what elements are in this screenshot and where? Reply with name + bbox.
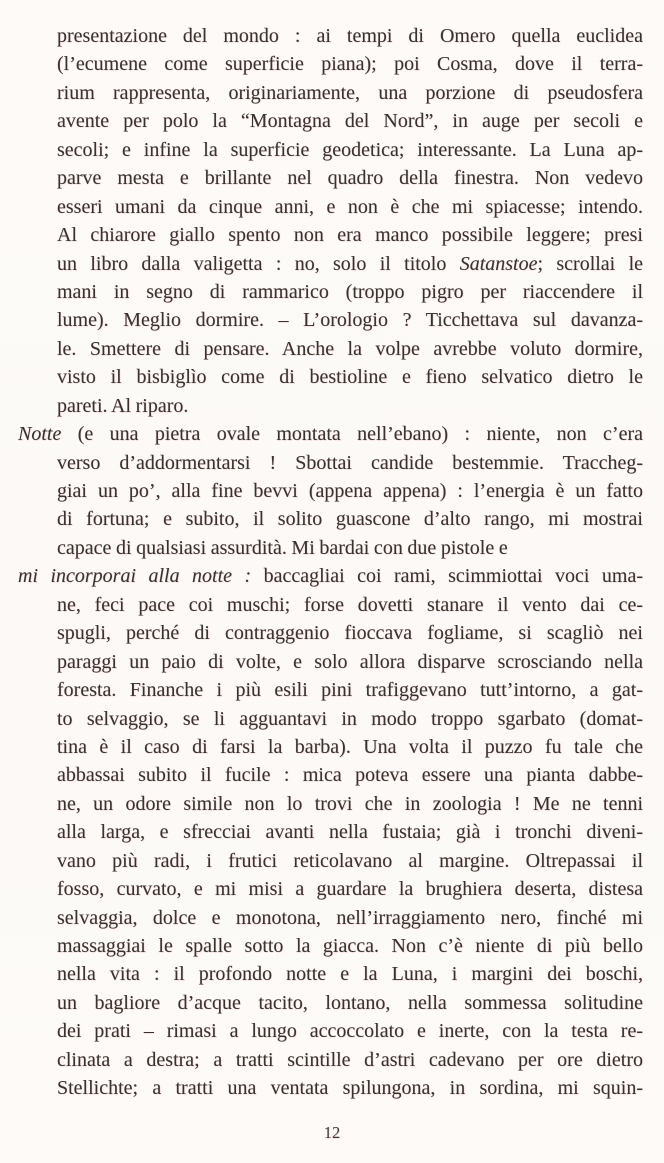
text-line	[57, 705, 643, 733]
text-run: un bagliore d’acque tacito, lontano, nella sommessa solitudine	[57, 991, 643, 1014]
text-run: ; scrollai le	[537, 252, 643, 275]
text-line	[57, 449, 643, 477]
text-line	[57, 790, 643, 818]
text-run: nella vita : il profondo notte e la Luna, i margini dei boschi,	[57, 963, 643, 986]
text-line	[57, 818, 643, 846]
text-line	[18, 562, 643, 590]
text-line	[57, 904, 643, 932]
text-line	[57, 534, 643, 562]
text-run: giai un po’, alla fine bevvi (appena appena) : l’energia è un fatto	[57, 480, 643, 502]
text-line	[57, 107, 643, 135]
text-line	[57, 1074, 643, 1102]
text-line	[57, 22, 643, 50]
italic-run: Notte	[18, 423, 62, 446]
text-run: to selvaggio, se li agguantavi in modo troppo sgarbato (domat-	[57, 707, 643, 730]
text-line	[57, 278, 643, 306]
text-line	[18, 420, 643, 448]
text-run: abbassai subito il fucile : mica poteva essere una pianta dabbe-	[57, 764, 643, 787]
page-text	[18, 22, 643, 1103]
text-line	[57, 932, 643, 960]
text-run: ne, feci pace coi muschi; forse dovetti stanare il vento dai ce-	[57, 593, 643, 616]
page-number: 12	[323, 1123, 341, 1142]
italic-run: mi incorporai alla notte :	[18, 565, 252, 588]
text-run: Al chiarore giallo spento non era manco possibile leggere; presi	[57, 224, 643, 247]
text-run: avente per polo la “Montagna del Nord”, in auge per secoli e	[57, 110, 643, 133]
text-line	[57, 761, 643, 789]
text-line	[57, 164, 643, 192]
text-line	[57, 250, 643, 278]
text-line	[57, 335, 643, 363]
text-run: fosso, curvato, e mi misi a guardare la brughiera deserta, distesa	[57, 878, 643, 901]
text-run: tina è il caso di farsi la barba). Una volta il puzzo fu tale che	[57, 735, 643, 758]
text-line	[57, 619, 643, 647]
text-run: ne, un odore simile non lo trovi che in zoologia ! Me ne tenni	[57, 792, 643, 815]
text-line	[57, 591, 643, 619]
text-line	[57, 477, 643, 505]
text-run: clinata a destra; a tratti scintille d’astri cadevano per ore dietro	[57, 1048, 643, 1071]
text-run: paraggi un paio di volte, e solo allora disparve scrosciando nella	[57, 650, 643, 673]
text-run: pareti. Al riparo.	[57, 394, 189, 417]
text-run: capace di qualsiasi assurdità. Mi bardai con due pistole e	[57, 536, 508, 559]
text-line	[57, 193, 643, 221]
text-line	[57, 648, 643, 676]
text-line	[57, 392, 643, 420]
text-line	[57, 875, 643, 903]
text-run: le. Smettere di pensare. Anche la volpe avrebbe voluto dormire,	[57, 337, 643, 360]
text-run: dei prati – rimasi a lungo accoccolato e inerte, con la testa re-	[57, 1020, 643, 1043]
text-line	[57, 79, 643, 107]
text-line	[57, 676, 643, 704]
text-run: visto il bisbiglìo come di bestioline e fieno selvatico dietro le	[57, 366, 643, 389]
text-run: parve mesta e brillante nel quadro della finestra. Non vedevo	[57, 167, 643, 190]
text-run: alla larga, e sfrecciai avanti nella fustaia; già i tronchi diveni-	[57, 821, 643, 844]
paragraph	[18, 420, 643, 562]
text-run: verso d’addormentarsi ! Sbottai candide bestemmie. Traccheg-	[57, 451, 643, 474]
italic-run: Satanstoe	[459, 252, 538, 275]
text-run: baccagliai coi rami, scimmiottai voci uma-	[251, 565, 643, 588]
paragraph	[18, 562, 643, 1102]
text-line	[57, 50, 643, 78]
paragraph	[57, 22, 643, 420]
text-line	[57, 505, 643, 533]
text-run: (l’ecumene come superficie piana); poi Cosma, dove il terra-	[57, 53, 643, 76]
text-line	[57, 1046, 643, 1074]
text-run: un libro dalla valigetta : no, solo il titolo	[57, 252, 460, 275]
text-run: presentazione del mondo : ai tempi di Omero quella euclidea	[57, 25, 643, 47]
text-run: Stellichte; a tratti una ventata spilungona, in sordina, mi squin-	[57, 1077, 643, 1100]
text-run: lume). Meglio dormire. – L’orologio ? Ticchettava sul davanza-	[57, 309, 643, 332]
text-run: (e una pietra ovale montata nell’ebano) : niente, non c’era	[61, 423, 643, 446]
text-run: esseri umani da cinque anni, e non è che mi spiacesse; intendo.	[57, 195, 643, 218]
text-run: mani in segno di rammarico (troppo pigro per riaccendere il	[57, 280, 643, 303]
text-run: di fortuna; e subito, il solito guascone d’alto rango, mi mostrai	[57, 508, 643, 531]
text-line	[57, 733, 643, 761]
text-line	[57, 136, 643, 164]
text-line	[57, 847, 643, 875]
text-run: massaggiai le spalle sotto la giacca. Non c’è niente di più bello	[57, 935, 643, 957]
text-run: secoli; e infine la superficie geodetica; interessante. La Luna ap-	[57, 138, 643, 161]
text-run: spugli, perché di contraggenio fioccava fogliame, si scagliò nei	[57, 622, 643, 645]
text-run: vano più radi, i frutici reticolavano al margine. Oltrepassai il	[57, 849, 643, 872]
text-line	[57, 1017, 643, 1045]
text-line	[57, 363, 643, 391]
text-line	[57, 960, 643, 988]
text-run: rium rappresenta, originariamente, una porzione di pseudosfera	[57, 81, 643, 104]
text-run: foresta. Finanche i più esili pini trafiggevano tutt’intorno, a gat-	[57, 679, 643, 702]
text-line	[57, 989, 643, 1017]
text-run: selvaggia, dolce e monotona, nell’irraggiamento nero, finché mi	[57, 906, 643, 929]
text-line	[57, 306, 643, 334]
text-line	[57, 221, 643, 249]
